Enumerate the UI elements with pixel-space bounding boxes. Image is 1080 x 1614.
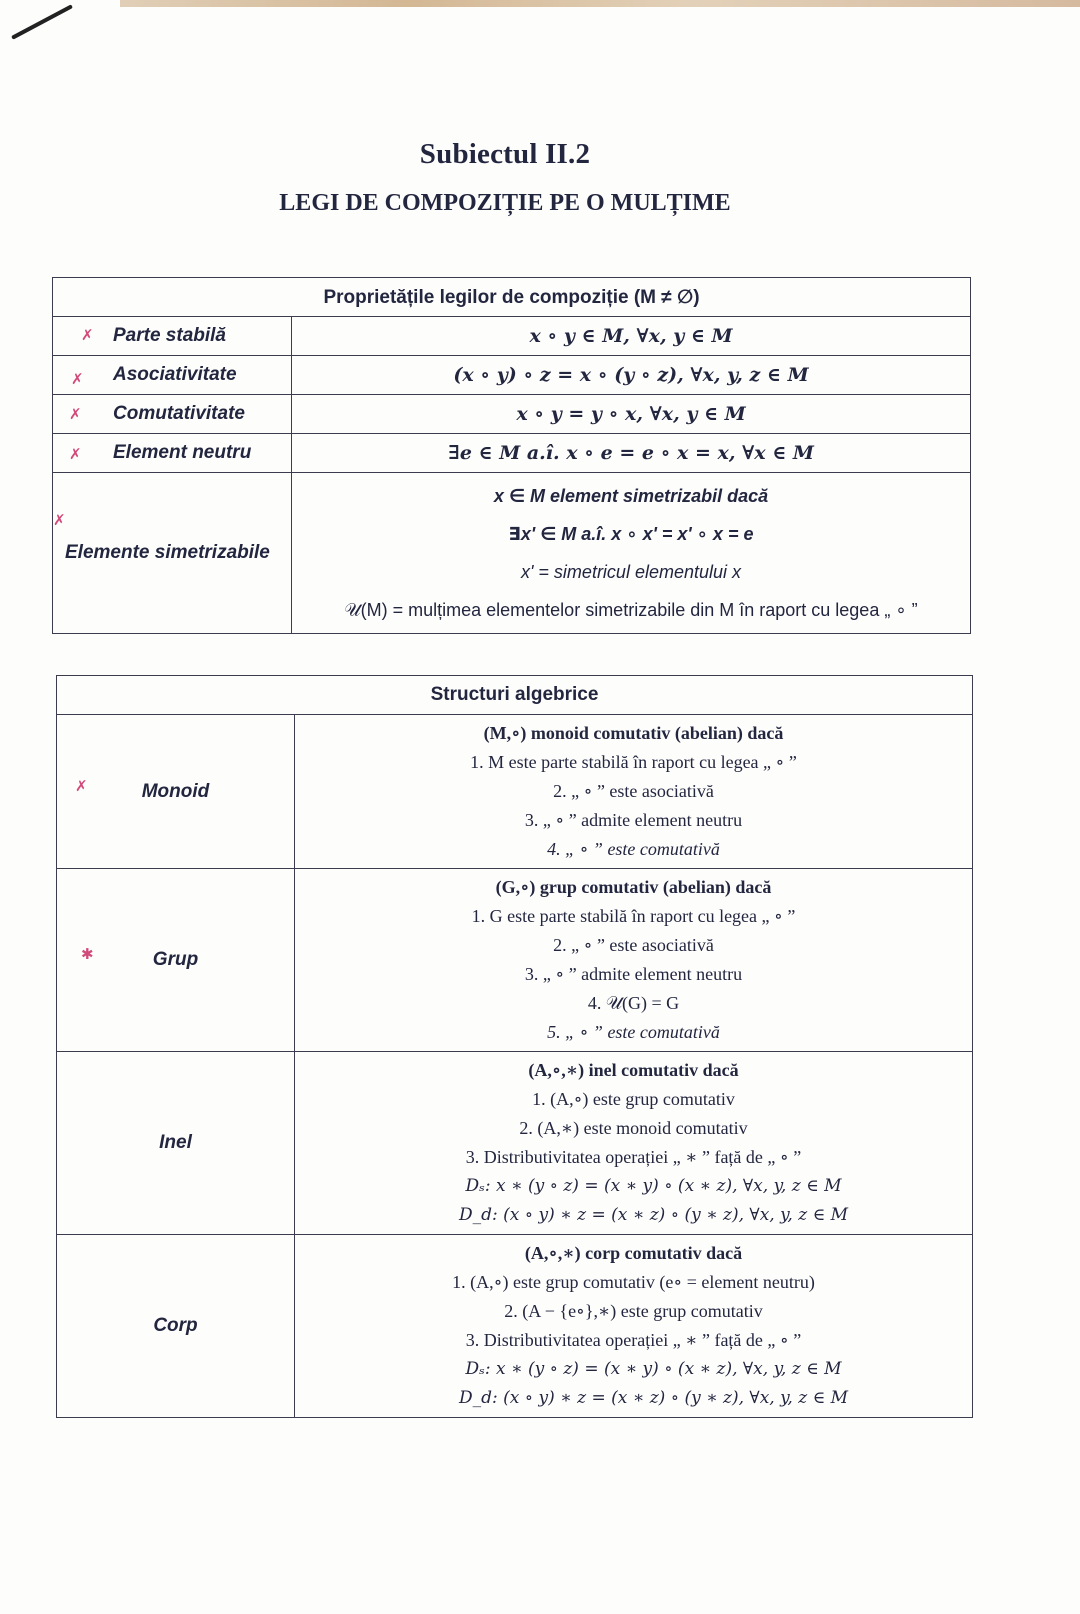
property-label [53,356,292,395]
property-label [53,473,292,634]
definition-line: 2. (A − {e∘},∗) este grup comutativ [504,1301,763,1321]
page-subtitle: LEGI DE COMPOZIȚIE PE O MULȚIME [279,190,731,216]
definition-line: x' = simetricul elementului x [520,562,742,582]
label-parte-stabila: Parte stabilă [113,325,226,346]
label-elemente-simetrizabile: Elemente simetrizabile [65,542,270,563]
label-comutativitate: Comutativitate [113,403,245,424]
properties-table [52,277,971,634]
property-label [53,434,292,473]
definition-line: D_d: (x ∘ y) ∗ z = (x ∗ z) ∘ (y ∗ z), ∀x, y, z ∈ M [459,1388,848,1408]
table-row [53,473,971,634]
label-inel: Inel [159,1132,192,1153]
definition-line: 2. (A,∗) este monoid comutativ [519,1118,748,1138]
inel-definition [295,1052,973,1235]
definition-line: 2. „ ∘ ” este asociativă [553,781,714,801]
pen-mark-icon: ✱ [81,945,94,963]
definition-line: (A,∘,∗) corp comutativ dacă [524,1243,743,1263]
definition-line: 3. Distributivitatea operației „ ∗ ” față de „ ∘ ” [465,1330,802,1350]
pen-mark-icon: ✗ [53,511,66,529]
monoid-definition [295,715,973,869]
definition-line: 4. „ ∘ ” este comutativă [547,839,720,859]
definition-line: (M,∘) monoid comutativ (abelian) dacă [483,723,784,743]
definition-line: 𝒰(M) = mulțimea elementelor simetrizabile din M în raport cu legea „ ∘ ” [344,600,918,620]
symmetric-definition [292,473,971,634]
pen-mark-icon: ✗ [81,326,94,344]
property-formula: (x ∘ y) ∘ z = x ∘ (y ∘ z), ∀x, y, z ∈ M [292,356,971,395]
structures-table-header: Structuri algebrice [57,676,973,715]
table-row [57,1052,973,1235]
definition-line: 5. „ ∘ ” este comutativă [547,1022,720,1042]
property-formula: x ∘ y = y ∘ x, ∀x, y ∈ M [292,395,971,434]
structure-label [57,1052,295,1235]
label-corp: Corp [153,1315,198,1336]
label-grup: Grup [152,949,199,970]
structure-label [57,715,295,869]
property-label [53,395,292,434]
definition-line: 3. Distributivitatea operației „ ∗ ” față de „ ∘ ” [465,1147,802,1167]
pen-mark-icon: ✗ [75,777,88,795]
definition-line: 1. G este parte stabilă în raport cu legea „ ∘ ” [471,906,796,926]
definition-line: 2. „ ∘ ” este asociativă [553,935,714,955]
label-element-neutru: Element neutru [113,442,252,463]
table-row [57,869,973,1052]
property-formula: ∃e ∈ M a.î. x ∘ e = e ∘ x = x, ∀x ∈ M [292,434,971,473]
properties-table-header: Proprietățile legilor de compoziție (M ≠ ∅) [53,278,971,317]
table-row [53,356,971,395]
table-row [53,395,971,434]
pen-mark-icon: ✗ [71,370,84,388]
paper-top-edge [120,0,1080,7]
definition-line: (A,∘,∗) inel comutativ dacă [528,1060,739,1080]
table-row [57,1235,973,1418]
definition-line: ∃x' ∈ M a.î. x ∘ x' = x' ∘ x = e [508,524,754,544]
label-asociativitate: Asociativitate [113,364,237,385]
property-label [53,317,292,356]
table-row [57,715,973,869]
property-formula: x ∘ y ∈ M, ∀x, y ∈ M [292,317,971,356]
definition-line: Dₛ: x ∗ (y ∘ z) = (x ∗ y) ∘ (x ∗ z), ∀x, y, z ∈ M [465,1176,842,1196]
page-title: Subiectul II.2 [419,138,591,170]
structure-label [57,869,295,1052]
pen-mark-icon: ✗ [69,405,82,423]
pen-mark-icon: ✗ [69,445,82,463]
definition-line: 3. „ ∘ ” admite element neutru [524,964,743,984]
table-row [53,317,971,356]
definition-line: 4. 𝒰(G) = G [587,993,680,1013]
definition-line: Dₛ: x ∗ (y ∘ z) = (x ∗ y) ∘ (x ∗ z), ∀x, y, z ∈ M [465,1359,842,1379]
definition-line: 1. (A,∘) este grup comutativ [532,1089,735,1109]
corp-definition [295,1235,973,1418]
label-monoid: Monoid [141,780,210,802]
definition-line: (G,∘) grup comutativ (abelian) dacă [495,877,772,897]
definition-line: x ∈ M element simetrizabil dacă [493,486,769,506]
table-row [53,434,971,473]
structure-label [57,1235,295,1418]
definition-line: 1. M este parte stabilă în raport cu legea „ ∘ ” [470,752,797,772]
definition-line: D_d: (x ∘ y) ∗ z = (x ∗ z) ∘ (y ∗ z), ∀x, y, z ∈ M [459,1205,848,1225]
grup-definition [295,869,973,1052]
definition-line: 3. „ ∘ ” admite element neutru [524,810,743,830]
pen-stroke-mark [11,4,73,39]
definition-line: 1. (A,∘) este grup comutativ (e∘ = element neutru) [452,1272,815,1292]
structures-table [56,675,973,1418]
